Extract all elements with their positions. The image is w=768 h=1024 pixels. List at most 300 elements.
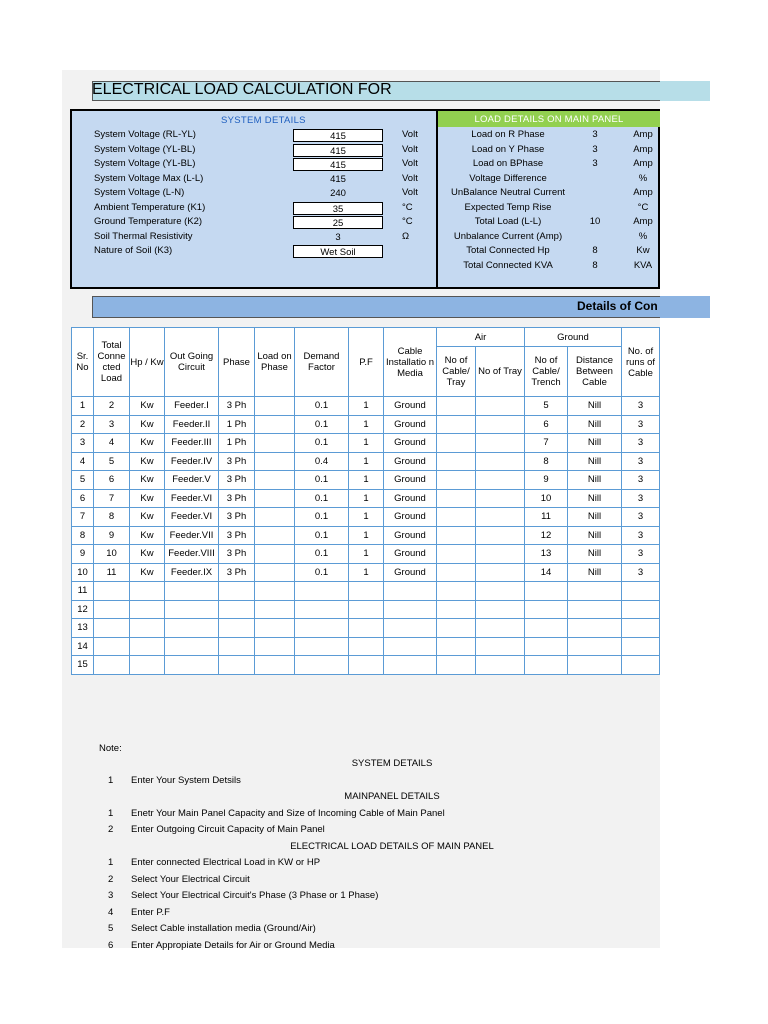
table-row <box>72 600 660 619</box>
table-cell: Kw <box>130 545 165 564</box>
table-cell <box>255 452 295 471</box>
load-detail-value: 8 <box>592 245 598 256</box>
table-cell: Feeder.V <box>165 471 219 490</box>
table-cell: 0.1 <box>295 434 349 453</box>
notes-item-number: 5 <box>108 923 114 934</box>
load-detail-label: Load on Y Phase <box>471 143 545 155</box>
load-detail-label: Load on BPhase <box>472 158 544 169</box>
table-cell <box>622 619 660 638</box>
system-detail-label: Ground Temperature (K2) <box>94 216 203 227</box>
table-cell: 1 <box>349 545 384 564</box>
load-detail-unit: KVA <box>633 259 653 271</box>
table-body <box>72 397 660 675</box>
table-cell <box>476 563 525 582</box>
table-cell <box>437 637 476 656</box>
table-cell: Nill <box>568 415 622 434</box>
load-detail-unit: % <box>638 172 648 184</box>
table-cell: 1 <box>349 471 384 490</box>
header-phase: Phase <box>219 328 255 397</box>
table-cell <box>525 619 568 638</box>
table-cell <box>94 656 130 675</box>
table-cell <box>476 526 525 545</box>
table-cell <box>349 656 384 675</box>
load-detail-unit: Amp <box>633 143 653 155</box>
table-cell: Ground <box>384 489 437 508</box>
table-cell: 3 Ph <box>219 489 255 508</box>
table-cell: 11 <box>72 582 94 601</box>
table-cell: Kw <box>130 452 165 471</box>
table-cell: 9 <box>525 471 568 490</box>
table-cell: 3 <box>622 563 660 582</box>
table-cell: Kw <box>130 415 165 434</box>
title-bar-overflow <box>660 81 710 101</box>
system-detail-unit: Volt <box>402 187 418 198</box>
table-cell <box>568 582 622 601</box>
table-row <box>72 563 660 582</box>
table-cell: Kw <box>130 434 165 453</box>
table-cell: Nill <box>568 508 622 527</box>
table-cell: Feeder.II <box>165 415 219 434</box>
table-cell: 3 <box>622 489 660 508</box>
system-detail-value: 3 <box>335 231 341 243</box>
table-cell: 1 <box>349 415 384 434</box>
table-cell <box>255 397 295 416</box>
table-cell <box>94 582 130 601</box>
table-cell: 3 Ph <box>219 471 255 490</box>
table-cell: 7 <box>525 434 568 453</box>
table-cell: 14 <box>525 563 568 582</box>
table-cell <box>437 526 476 545</box>
table-row <box>72 656 660 675</box>
table-cell: 0.4 <box>295 452 349 471</box>
load-detail-label: Expected Temp Rise <box>464 201 552 213</box>
table-cell <box>476 452 525 471</box>
table-cell: Kw <box>130 508 165 527</box>
details-bar-overflow <box>660 296 710 318</box>
table-cell: Nill <box>568 397 622 416</box>
notes-item-number: 2 <box>108 824 114 835</box>
table-cell <box>384 656 437 675</box>
table-cell: 3 <box>622 545 660 564</box>
table-cell: Feeder.VI <box>165 508 219 527</box>
table-cell <box>255 434 295 453</box>
notes-item-number: 4 <box>108 906 114 918</box>
table-cell <box>568 656 622 675</box>
table-cell: 11 <box>94 563 130 582</box>
table-cell <box>349 600 384 619</box>
table-cell: Nill <box>568 545 622 564</box>
table-cell <box>437 397 476 416</box>
table-cell: Kw <box>130 489 165 508</box>
table-cell: Ground <box>384 545 437 564</box>
notes-item-number: 1 <box>108 857 114 868</box>
table-cell: 3 Ph <box>219 563 255 582</box>
table-cell <box>476 415 525 434</box>
table-cell <box>130 619 165 638</box>
table-cell: 3 Ph <box>219 508 255 527</box>
table-cell <box>130 637 165 656</box>
table-cell: 0.1 <box>295 545 349 564</box>
table-cell: Ground <box>384 508 437 527</box>
table-cell: 3 <box>622 397 660 416</box>
notes-item-text: Enter Appropiate Details for Air or Ground Media <box>131 939 335 951</box>
table-cell <box>437 656 476 675</box>
table-cell <box>384 619 437 638</box>
table-cell <box>130 656 165 675</box>
details-heading: Details of Con <box>577 299 658 313</box>
table-cell: 15 <box>72 656 94 675</box>
table-cell <box>349 619 384 638</box>
table-cell: 1 <box>349 563 384 582</box>
header-load-phase: Load on Phase <box>255 328 295 397</box>
table-cell <box>219 656 255 675</box>
table-cell <box>219 582 255 601</box>
table-cell <box>437 582 476 601</box>
table-cell <box>94 637 130 656</box>
table-cell <box>622 637 660 656</box>
table-cell: Kw <box>130 397 165 416</box>
table-cell: 7 <box>94 489 130 508</box>
system-detail-label: System Voltage (L-N) <box>94 187 185 198</box>
load-detail-value: 10 <box>589 216 601 227</box>
notes-item-number: 6 <box>108 939 114 951</box>
table-row <box>72 545 660 564</box>
table-cell: 0.1 <box>295 397 349 416</box>
table-row <box>72 582 660 601</box>
system-detail-label: System Voltage (RL-YL) <box>94 129 196 140</box>
table-cell: 3 Ph <box>219 397 255 416</box>
table-cell <box>437 600 476 619</box>
table-cell <box>476 619 525 638</box>
table-cell: 5 <box>525 397 568 416</box>
notes-item-number: 2 <box>108 873 114 885</box>
system-detail-label: System Voltage (YL-BL) <box>94 143 196 155</box>
table-cell <box>165 600 219 619</box>
load-detail-unit: Amp <box>633 158 653 169</box>
table-cell <box>568 600 622 619</box>
notes-item-text: Enter Your System Detsils <box>131 774 241 786</box>
load-detail-label: Load on R Phase <box>471 129 545 140</box>
system-detail-unit: Volt <box>402 129 418 140</box>
table-cell: 5 <box>94 452 130 471</box>
system-detail-unit: Volt <box>402 143 418 155</box>
table-cell <box>165 656 219 675</box>
table-cell: 8 <box>72 526 94 545</box>
table-cell <box>94 619 130 638</box>
table-cell: Ground <box>384 434 437 453</box>
table-cell <box>476 600 525 619</box>
table-cell <box>255 545 295 564</box>
table-cell <box>219 637 255 656</box>
title-clip <box>92 81 660 101</box>
notes-item-text: Select Cable installation media (Ground/Air) <box>131 923 316 934</box>
table-cell: Kw <box>130 526 165 545</box>
system-detail-value: 240 <box>330 188 346 199</box>
load-detail-value: 3 <box>592 129 598 140</box>
table-row <box>72 508 660 527</box>
notes-section-heading: MAINPANEL DETAILS <box>344 791 440 802</box>
load-detail-unit: Amp <box>633 216 653 227</box>
system-detail-value: 415 <box>293 144 383 157</box>
table-cell: 4 <box>72 452 94 471</box>
table-row <box>72 452 660 471</box>
system-detail-label: Soil Thermal Resistivity <box>94 230 193 242</box>
header-media: Cable Installatio n Media <box>384 328 437 397</box>
table-row <box>72 526 660 545</box>
notes-item-number: 3 <box>108 890 114 901</box>
load-detail-label: Unbalance Current (Amp) <box>453 230 563 242</box>
table-cell: 1 <box>349 508 384 527</box>
details-clip <box>92 296 660 318</box>
load-detail-unit: % <box>638 230 648 242</box>
table-cell <box>295 600 349 619</box>
table-cell <box>476 471 525 490</box>
table-cell: Feeder.VIII <box>165 545 219 564</box>
table-cell <box>255 582 295 601</box>
table-cell: 1 <box>349 434 384 453</box>
table-cell: 0.1 <box>295 508 349 527</box>
header-air-tray: No of Tray <box>476 347 525 397</box>
table-cell <box>349 582 384 601</box>
notes-label: Note: <box>99 743 122 754</box>
load-detail-unit: °C <box>637 201 649 213</box>
table-row <box>72 637 660 656</box>
table-cell: 6 <box>94 471 130 490</box>
system-details-heading: SYSTEM DETAILS <box>221 115 306 126</box>
table-cell <box>525 582 568 601</box>
table-cell: 14 <box>72 637 94 656</box>
table-cell: 0.1 <box>295 415 349 434</box>
table-cell <box>437 471 476 490</box>
table-cell: Nill <box>568 526 622 545</box>
table-cell <box>622 656 660 675</box>
table-cell <box>437 508 476 527</box>
table-cell <box>165 619 219 638</box>
table-cell <box>165 582 219 601</box>
system-detail-value: 415 <box>293 129 383 142</box>
table-cell <box>437 545 476 564</box>
table-cell <box>622 600 660 619</box>
system-detail-unit: °C <box>402 216 413 227</box>
table-cell <box>130 582 165 601</box>
table-cell <box>255 471 295 490</box>
table-cell: Nill <box>568 452 622 471</box>
table-cell <box>437 619 476 638</box>
load-detail-value: 8 <box>592 259 598 271</box>
header-pf: P.F <box>349 328 384 397</box>
system-detail-value: 35 <box>293 202 383 215</box>
table-cell <box>437 563 476 582</box>
notes-item-text: Enter Outgoing Circuit Capacity of Main Panel <box>131 824 325 835</box>
table-cell: 3 <box>94 415 130 434</box>
header-circuit: Out Going Circuit <box>165 328 219 397</box>
table-cell: 10 <box>72 563 94 582</box>
table-cell <box>476 582 525 601</box>
table-cell: 0.1 <box>295 563 349 582</box>
load-detail-value: 3 <box>592 158 598 169</box>
table-cell: Feeder.IV <box>165 452 219 471</box>
table-cell <box>384 582 437 601</box>
table-cell: 1 Ph <box>219 434 255 453</box>
table-cell: Nill <box>568 471 622 490</box>
table-cell <box>476 637 525 656</box>
load-detail-unit: Amp <box>633 187 653 198</box>
table-cell: 4 <box>94 434 130 453</box>
table-cell: Feeder.VI <box>165 489 219 508</box>
table-cell <box>437 452 476 471</box>
table-cell <box>255 563 295 582</box>
table-cell <box>349 637 384 656</box>
table-cell: Ground <box>384 526 437 545</box>
table-cell: 3 Ph <box>219 545 255 564</box>
table-cell: 3 <box>622 526 660 545</box>
table-cell <box>255 656 295 675</box>
table-cell: 8 <box>525 452 568 471</box>
table-row <box>72 434 660 453</box>
header-ground: Ground <box>525 328 622 347</box>
table-cell: 5 <box>72 471 94 490</box>
table-cell: Ground <box>384 397 437 416</box>
table-cell <box>525 637 568 656</box>
table-cell <box>295 582 349 601</box>
table-cell <box>476 489 525 508</box>
table-cell <box>255 619 295 638</box>
table-cell: Nill <box>568 489 622 508</box>
table-cell <box>165 637 219 656</box>
system-detail-value: 415 <box>293 158 383 171</box>
table-cell: Kw <box>130 563 165 582</box>
table-cell: 3 Ph <box>219 452 255 471</box>
table-cell: 1 <box>72 397 94 416</box>
table-cell <box>437 415 476 434</box>
table-cell: 1 <box>349 452 384 471</box>
header-ground-cable: No of Cable/ Trench <box>525 347 568 397</box>
table-cell: Ground <box>384 471 437 490</box>
system-detail-value: 415 <box>330 173 346 185</box>
system-detail-unit: Ω <box>402 230 410 242</box>
table-cell: Nill <box>568 563 622 582</box>
table-cell <box>295 619 349 638</box>
table-cell <box>525 600 568 619</box>
table-cell <box>622 582 660 601</box>
notes-section-heading: ELECTRICAL LOAD DETAILS OF MAIN PANEL <box>290 840 494 852</box>
load-detail-unit: Kw <box>636 245 650 256</box>
header-ground-distance: Distance Between Cable <box>568 347 622 397</box>
header-runs: No. of runs of Cable <box>622 328 660 397</box>
table-cell: 8 <box>94 508 130 527</box>
table-cell <box>219 619 255 638</box>
table-cell: 3 <box>72 434 94 453</box>
table-cell: 10 <box>525 489 568 508</box>
table-cell: 13 <box>525 545 568 564</box>
notes-item-text: Enetr Your Main Panel Capacity and Size of Incoming Cable of Main Panel <box>131 807 445 819</box>
table-cell: 0.1 <box>295 471 349 490</box>
system-detail-unit: °C <box>402 201 413 213</box>
load-details-heading: LOAD DETAILS ON MAIN PANEL <box>438 111 660 127</box>
table-cell: 0.1 <box>295 489 349 508</box>
system-detail-unit: Volt <box>402 158 418 169</box>
load-detail-label: Total Connected KVA <box>463 259 553 271</box>
table-cell: 1 <box>349 397 384 416</box>
table-cell: 6 <box>72 489 94 508</box>
notes-item-number: 1 <box>108 774 114 786</box>
table-row <box>72 489 660 508</box>
load-detail-value: 3 <box>592 143 598 155</box>
table-cell <box>295 637 349 656</box>
table-cell: 1 Ph <box>219 415 255 434</box>
table-cell <box>384 600 437 619</box>
table-cell: 3 Ph <box>219 526 255 545</box>
notes-section-heading: SYSTEM DETAILS <box>351 758 433 769</box>
table-cell: Ground <box>384 563 437 582</box>
table-cell <box>476 434 525 453</box>
table-cell: 11 <box>525 508 568 527</box>
table-cell <box>525 656 568 675</box>
table-cell: Nill <box>568 434 622 453</box>
table-cell <box>255 508 295 527</box>
table-cell: 1 <box>349 489 384 508</box>
table-cell: 6 <box>525 415 568 434</box>
table-cell: Feeder.I <box>165 397 219 416</box>
table-cell: 1 <box>349 526 384 545</box>
table-row <box>72 619 660 638</box>
system-detail-value: 25 <box>293 216 383 229</box>
header-load: Total Conne cted Load <box>94 328 130 397</box>
table-cell <box>568 637 622 656</box>
table-cell: 3 <box>622 434 660 453</box>
table-cell: 2 <box>94 397 130 416</box>
load-detail-unit: Amp <box>633 129 653 140</box>
table-cell: 12 <box>72 600 94 619</box>
table-cell <box>476 545 525 564</box>
table-cell: 10 <box>94 545 130 564</box>
table-cell: 7 <box>72 508 94 527</box>
table-cell: 3 <box>622 471 660 490</box>
notes-item-number: 1 <box>108 807 114 819</box>
table-cell: 3 <box>622 508 660 527</box>
notes-item-text: Enter P.F <box>131 906 170 918</box>
system-detail-label: Nature of Soil (K3) <box>94 245 173 256</box>
circuit-table <box>71 327 660 675</box>
notes-item-text: Select Your Electrical Circuit <box>131 873 250 885</box>
table-cell: Feeder.III <box>165 434 219 453</box>
notes-item-text: Enter connected Electrical Load in KW or HP <box>131 857 321 868</box>
header-hp: Hp / Kw <box>130 328 165 397</box>
table-cell <box>255 637 295 656</box>
table-cell <box>255 526 295 545</box>
notes-item-text: Select Your Electrical Circuit's Phase (3 Phase or 1 Phase) <box>131 890 379 901</box>
table-cell: 3 <box>622 452 660 471</box>
table-cell: Kw <box>130 471 165 490</box>
table-row <box>72 397 660 416</box>
header-air: Air <box>437 328 525 347</box>
load-detail-label: Voltage Difference <box>469 172 547 184</box>
header-air-cable: No of Cable/ Tray <box>437 347 476 397</box>
table-row <box>72 471 660 490</box>
table-cell: Feeder.VII <box>165 526 219 545</box>
table-row <box>72 415 660 434</box>
table-cell <box>130 600 165 619</box>
system-detail-value: Wet Soil <box>293 245 383 258</box>
header-demand: Demand Factor <box>295 328 349 397</box>
table-cell: 9 <box>72 545 94 564</box>
table-cell <box>94 600 130 619</box>
table-cell <box>476 508 525 527</box>
table-cell: 3 <box>622 415 660 434</box>
load-detail-label: UnBalance Neutral Current <box>450 187 566 198</box>
system-detail-label: Ambient Temperature (K1) <box>94 201 206 213</box>
system-detail-label: System Voltage (YL-BL) <box>94 158 196 169</box>
